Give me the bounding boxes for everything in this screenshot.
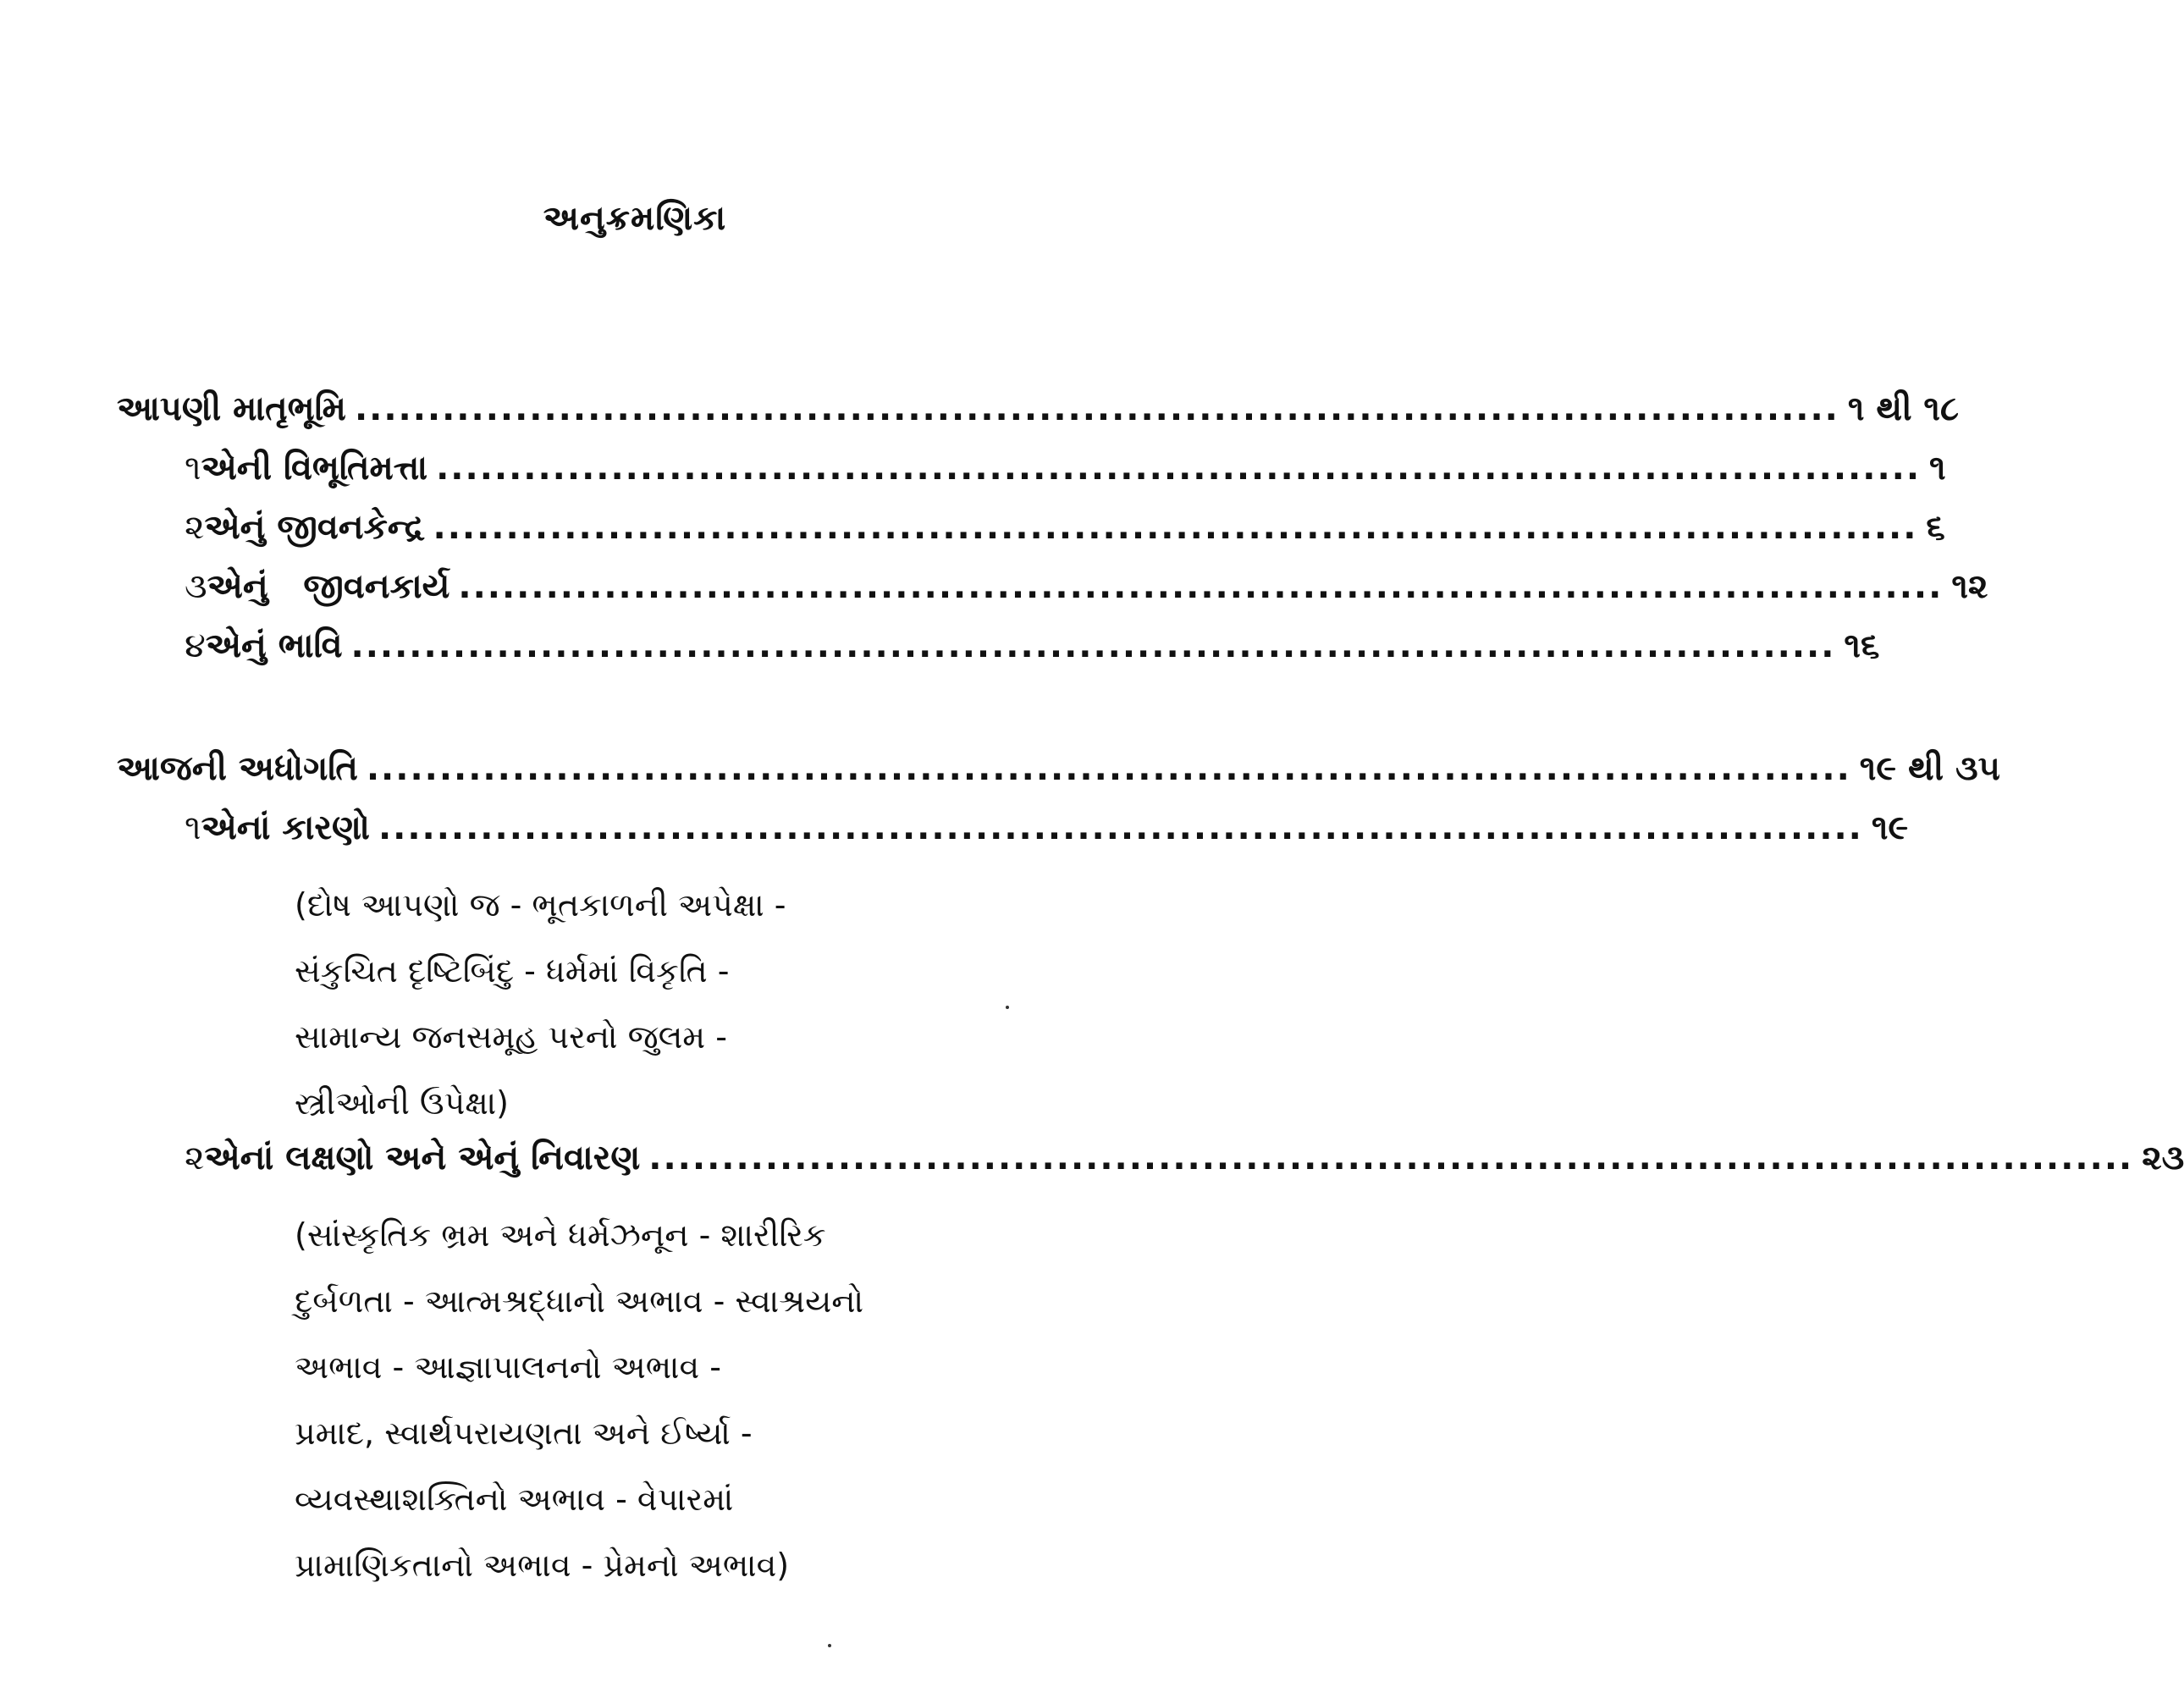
dot-leader: ......................................................................................................	[433, 508, 1918, 547]
section-page-range: ૧ થી ૧૮	[1847, 389, 1960, 428]
description-line: અભાવ - આજ્ઞાપાલનનો અભાવ -	[295, 1348, 721, 1386]
item-number: ૨	[185, 508, 205, 547]
toc-item	[185, 808, 1909, 859]
dot-leader: ......................................................................................................	[436, 449, 1922, 488]
dot-leader: ......................................................................................................	[458, 567, 1944, 606]
toc-item	[185, 449, 1946, 499]
item-number: ૨	[185, 1139, 205, 1177]
item-page: ૧૬	[1844, 626, 1880, 665]
dot-leader: ......................................................................................................	[354, 389, 1839, 428]
dot-leader: ......................................................................................................	[648, 1139, 2134, 1177]
item-title: એનું ભાવિ	[205, 626, 343, 665]
item-title: એનું જીવનકેન્દ્ર	[204, 508, 425, 547]
toc-item	[185, 626, 1880, 677]
toc-item	[185, 567, 1988, 618]
item-page: ૧	[1929, 449, 1946, 488]
description-line: સંકુચિત દૃષ્ટિબિંદુ - ધર્મમાં વિકૃતિ -	[295, 952, 730, 990]
item-description	[295, 1202, 1141, 1598]
description-line: સ્ત્રીઓની ઉપેક્ષા)	[295, 1084, 510, 1122]
item-page: ૧૨	[1951, 567, 1988, 606]
page-title: અનુક્રમણિકા	[543, 199, 727, 238]
description-line: (સાંસ્કૃતિક ભ્રમ અને ધર્મઝનૂન - શારીરિક	[295, 1216, 826, 1254]
item-page: ૨૩	[2142, 1139, 2184, 1177]
item-title: એનાં લક્ષણો અને એનું નિવારણ	[204, 1139, 641, 1177]
toc-item	[185, 1139, 2184, 1189]
item-title: એનાં કારણો	[201, 808, 370, 847]
item-title: એની વિભૂતિમત્તા	[201, 449, 428, 488]
dot-leader: ......................................................................................................	[378, 808, 1863, 847]
item-page: ૧૯	[1871, 808, 1909, 847]
description-line: સામાન્ય જનસમૂહ પરનો જુલમ -	[295, 1018, 727, 1056]
item-description	[295, 872, 1141, 1136]
dot-leader: ......................................................................................................	[350, 626, 1836, 665]
item-page: ૬	[1926, 508, 1945, 547]
item-number: ૪	[185, 626, 206, 665]
scan-speck	[828, 1644, 831, 1647]
description-line: પ્રમાદ, સ્વાર્થપરાયણતા અને ઈર્ષ્યા -	[295, 1415, 753, 1452]
description-line: દુર્બળતા - આત્મશ્રદ્ધાનો અભાવ - સ્વાશ્રયનો	[295, 1282, 864, 1320]
item-number: ૧	[185, 808, 201, 847]
scan-speck	[1006, 1006, 1009, 1009]
item-number: ૧	[185, 449, 201, 488]
section-title: આજની અધોગતિ	[117, 749, 358, 788]
item-title: એનું જીવનકાર્ય	[207, 567, 450, 606]
dot-leader: ......................................................................................................	[366, 749, 1851, 788]
description-line: (દોષ આપણો જ - ભૂતકાળની અપેક્ષા -	[295, 886, 786, 924]
toc-section-heading	[117, 389, 1960, 440]
section-title: આપણી માતૃભૂમિ	[117, 389, 346, 428]
description-line: વ્યવસ્થાશક્તિનો અભાવ - વેપારમાં	[295, 1481, 734, 1518]
section-page-range: ૧૯ થી ૩૫	[1859, 749, 2000, 788]
description-line: પ્રામાણિકતાનો અભાવ - પ્રેમનો અભાવ)	[295, 1547, 790, 1584]
toc-item	[185, 508, 1945, 559]
toc-section-heading	[117, 749, 2000, 800]
item-number: ૩	[185, 567, 207, 606]
